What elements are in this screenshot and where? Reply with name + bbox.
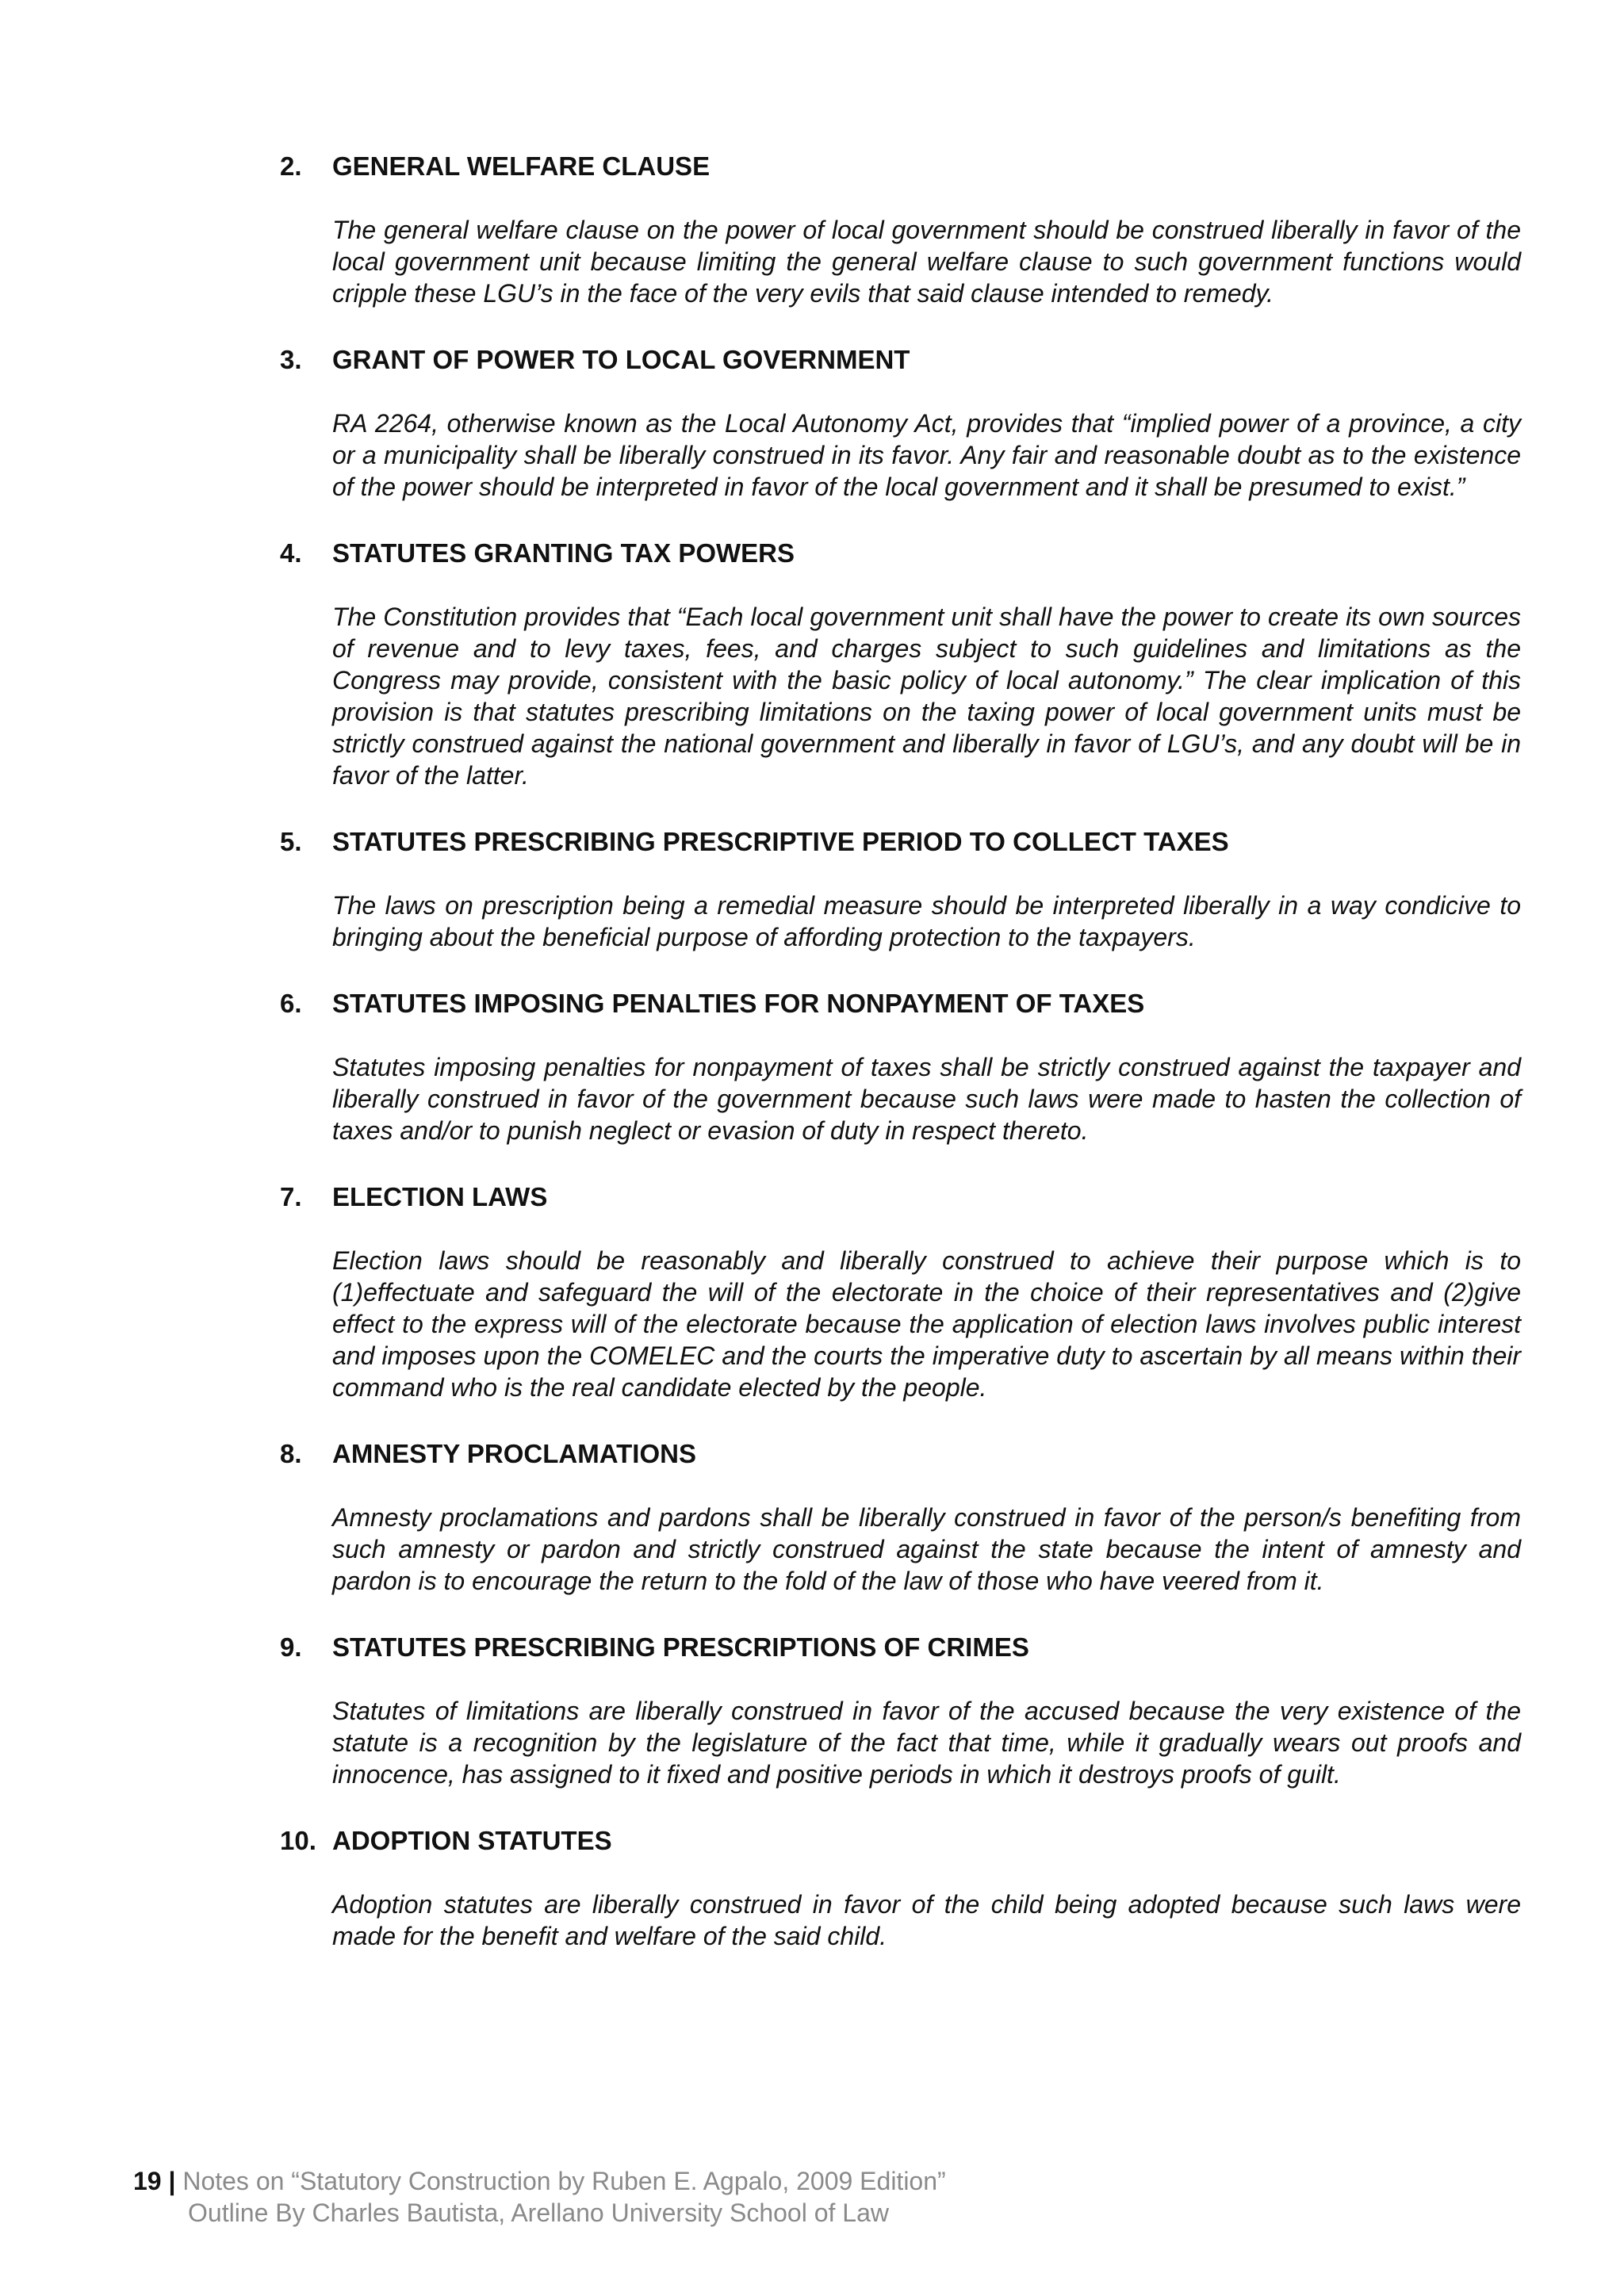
section-heading — [280, 826, 1521, 858]
section-title: STATUTES PRESCRIBING PRESCRIPTIONS OF CRIMES — [332, 1632, 1029, 1662]
section-heading — [280, 538, 1521, 569]
section-number: 3. — [280, 345, 302, 374]
section-tax-powers — [280, 538, 1521, 791]
section-prescriptive-period — [280, 826, 1521, 953]
section-amnesty-proclamations — [280, 1438, 1521, 1597]
section-general-welfare-clause — [280, 151, 1521, 309]
page-footer — [133, 2165, 946, 2229]
document-content — [280, 151, 1521, 1987]
section-title: STATUTES IMPOSING PENALTIES FOR NONPAYMENT OF TAXES — [332, 989, 1145, 1018]
section-heading — [280, 151, 1521, 182]
section-number: 6. — [280, 989, 302, 1018]
section-body: RA 2264, otherwise known as the Local Autonomy Act, provides that “implied power of a province, a city or a municipality shall be liberally construed in its favor. Any fair and reasonable doubt as to the existence of the power should be interpreted in favor of the local government and it shall be presumed to exist.” — [332, 409, 1521, 501]
section-number: 2. — [280, 151, 302, 181]
section-heading — [280, 1825, 1521, 1857]
section-number: 7. — [280, 1182, 302, 1211]
section-title: GRANT OF POWER TO LOCAL GOVERNMENT — [332, 345, 910, 374]
section-election-laws — [280, 1181, 1521, 1403]
section-title: STATUTES PRESCRIBING PRESCRIPTIVE PERIOD TO COLLECT TAXES — [332, 827, 1229, 856]
section-adoption-statutes — [280, 1825, 1521, 1952]
section-number: 4. — [280, 538, 302, 568]
section-body: Election laws should be reasonably and liberally construed to achieve their purpose which is to (1)effectuate and safeguard the will of the electorate in the choice of their representatives and (2)give effect to the express will of the electorate because the application of election laws involves public interest and imposes upon the COMELEC and the courts the imperative duty to ascertain by all means within their command who is the real candidate elected by the people. — [332, 1246, 1521, 1402]
section-number: 10. — [280, 1826, 316, 1855]
footer-citation: Notes on “Statutory Construction by Ruben E. Agpalo, 2009 Edition” — [182, 2167, 946, 2195]
section-grant-of-power — [280, 344, 1521, 503]
section-number: 5. — [280, 827, 302, 856]
section-body: The general welfare clause on the power of local government should be construed liberally in favor of the local government unit because limiting the general welfare clause to such government functions would cripple these LGU’s in the face of the very evils that said clause intended to remedy. — [332, 216, 1521, 308]
section-title: AMNESTY PROCLAMATIONS — [332, 1439, 696, 1468]
section-heading — [280, 1181, 1521, 1213]
section-title: GENERAL WELFARE CLAUSE — [332, 151, 710, 181]
section-body: Statutes of limitations are liberally construed in favor of the accused because the very existence of the statute is a recognition by the legislature of the fact that time, while it gradually wears out proofs and innocence, has assigned to it fixed and positive periods in which it destroys proofs of guilt. — [332, 1697, 1521, 1789]
section-number: 8. — [280, 1439, 302, 1468]
section-prescriptions-of-crimes — [280, 1632, 1521, 1790]
section-title: STATUTES GRANTING TAX POWERS — [332, 538, 795, 568]
footer-line-2: Outline By Charles Bautista, Arellano University School of Law — [188, 2198, 889, 2227]
section-body: Amnesty proclamations and pardons shall be liberally construed in favor of the person/s benefiting from such amnesty or pardon and strictly construed against the state because the intent of amnesty and pardon is to encourage the return to the fold of the law of those who have veered from it. — [332, 1503, 1521, 1595]
footer-separator: | — [168, 2167, 176, 2195]
footer-line-1 — [133, 2165, 946, 2197]
section-body: The laws on prescription being a remedial measure should be interpreted liberally in a way condicive to bringing about the beneficial purpose of affording protection to the taxpayers. — [332, 891, 1521, 951]
section-title: ADOPTION STATUTES — [332, 1826, 612, 1855]
section-body: Adoption statutes are liberally construed in favor of the child being adopted because such laws were made for the benefit and welfare of the said child. — [332, 1890, 1521, 1950]
section-body: The Constitution provides that “Each local government unit shall have the power to create its own sources of revenue and to levy taxes, fees, and charges subject to such guidelines and limitations as the Congress may provide, consistent with the basic policy of local autonomy.” The clear implication of this provision is that statutes prescribing limitations on the taxing power of local government units must be strictly construed against the national government and liberally in favor of LGU’s, and any doubt will be in favor of the latter. — [332, 603, 1521, 790]
section-heading — [280, 1438, 1521, 1470]
page-number: 19 — [133, 2167, 162, 2195]
section-penalties-nonpayment — [280, 988, 1521, 1146]
section-heading — [280, 988, 1521, 1020]
section-heading — [280, 1632, 1521, 1663]
section-heading — [280, 344, 1521, 376]
section-body: Statutes imposing penalties for nonpayment of taxes shall be strictly construed against the taxpayer and liberally construed in favor of the government because such laws were made to hasten the collection of taxes and/or to punish neglect or evasion of duty in respect thereto. — [332, 1053, 1521, 1145]
section-number: 9. — [280, 1632, 302, 1662]
section-title: ELECTION LAWS — [332, 1182, 548, 1211]
